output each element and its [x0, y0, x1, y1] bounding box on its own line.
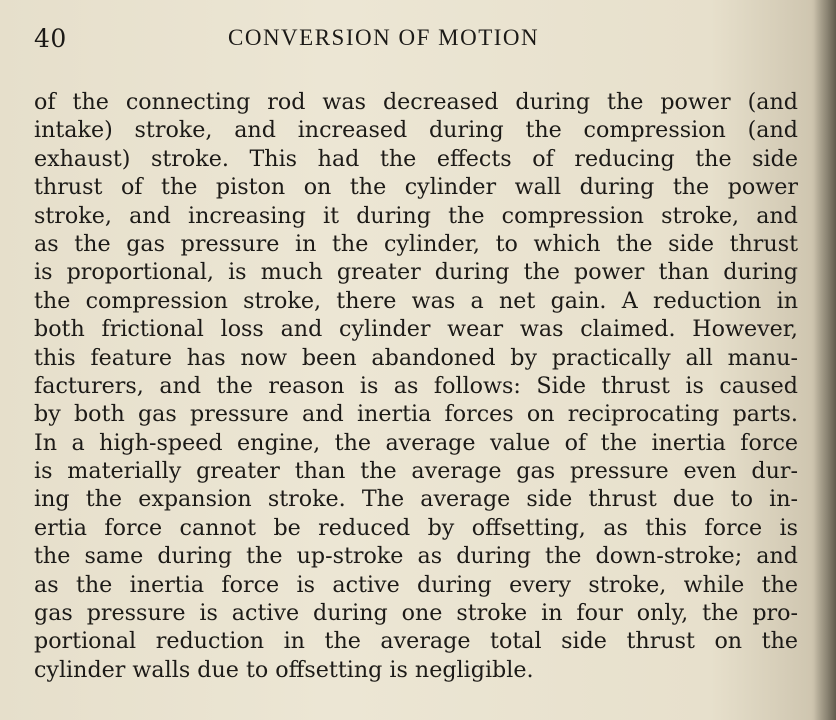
running-title: CONVERSION OF MOTION	[228, 25, 540, 50]
text-line: is materially greater than the average gas pressure even dur-	[34, 458, 798, 485]
body-paragraph	[34, 88, 798, 684]
text-line: facturers, and the reason is as follows: Side thrust is caused	[34, 372, 798, 399]
text-line: both frictional loss and cylinder wear was claimed. However,	[34, 316, 798, 343]
text-line: In a high-speed engine, the average value of the inertia force	[34, 429, 798, 456]
text-line: stroke, and increasing it during the compression stroke, and	[34, 202, 798, 229]
page-header	[34, 24, 794, 60]
text-line: the compression stroke, there was a net gain. A reduction in	[34, 287, 798, 314]
text-line: exhaust) stroke. This had the effects of reducing the side	[34, 145, 798, 172]
text-line: thrust of the piston on the cylinder wall during the power	[34, 174, 798, 201]
text-line: ing the expansion stroke. The average side thrust due to in-	[34, 486, 798, 513]
text-line: this feature has now been abandoned by practically all manu-	[34, 344, 798, 371]
text-line: as the gas pressure in the cylinder, to which the side thrust	[34, 230, 798, 257]
text-line: of the connecting rod was decreased during the power (and	[34, 89, 798, 115]
text-line: ertia force cannot be reduced by offsetting, as this force is	[34, 514, 798, 541]
page-number: 40	[34, 24, 67, 53]
text-line: gas pressure is active during one stroke in four only, the pro-	[34, 600, 798, 627]
page-edge-shadow	[814, 0, 836, 720]
text-line-last: cylinder walls due to offsetting is negligible.	[34, 656, 534, 683]
text-line: by both gas pressure and inertia forces on reciprocating parts.	[34, 401, 798, 428]
text-line: the same during the up-stroke as during the down-stroke; and	[34, 543, 798, 570]
text-line: intake) stroke, and increased during the compression (and	[34, 117, 798, 144]
text-line: portional reduction in the average total side thrust on the	[34, 628, 798, 655]
text-line: as the inertia force is active during every stroke, while the	[34, 571, 798, 598]
text-line: is proportional, is much greater during the power than during	[34, 259, 798, 286]
